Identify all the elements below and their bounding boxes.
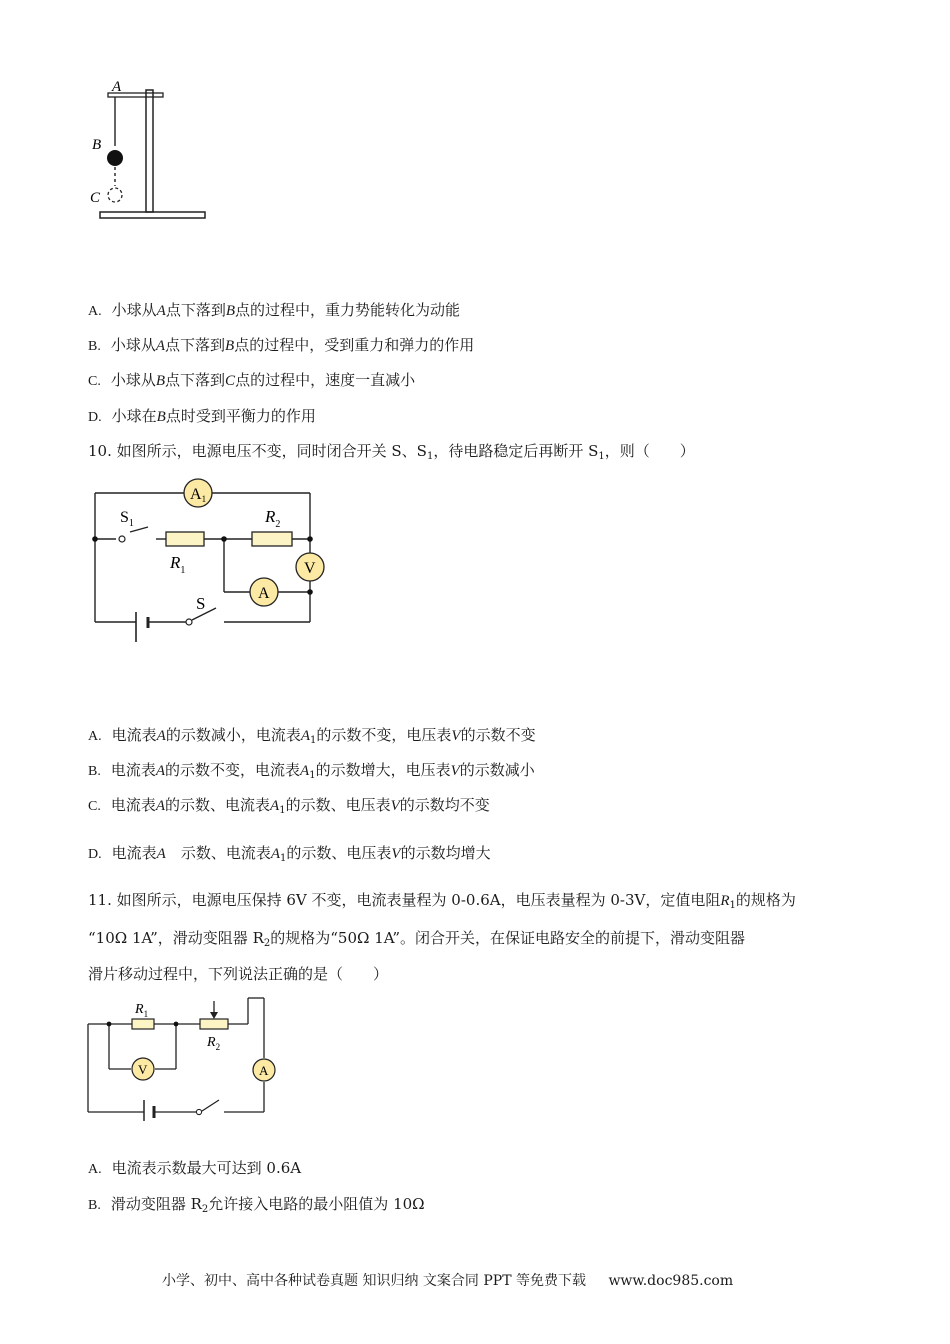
q11-stem-line2: “10Ω 1A”，滑动变阻器 $R_2$的规格为“50Ω 1A”。闭合开关，在保证电路安全的前提下，滑动变阻器 [88, 929, 746, 949]
q9-option-b: B. 小球从A点下落到B点的过程中，受到重力和弹力的作用 [88, 336, 475, 354]
footer-text: 小学、初中、高中各种试卷真题 知识归纳 文案合同 PPT 等免费下载 [162, 1273, 586, 1289]
label-s1: $S_1$ [120, 509, 134, 529]
pendulum-stand-figure [80, 72, 220, 232]
q9-option-a: A. 小球从A点下落到B点的过程中，重力势能转化为动能 [88, 301, 461, 319]
q11-option-b: B. 滑动变阻器 $R_2$允许接入电路的最小阻值为 10Ω [88, 1195, 425, 1215]
junction [307, 536, 313, 542]
switch-s1-pivot [119, 536, 125, 542]
footer-url[interactable]: www.doc985.com [608, 1273, 734, 1289]
label-s: S [196, 594, 206, 613]
stand-base [100, 212, 205, 218]
junction [92, 536, 98, 542]
q9-option-c: C. 小球从B点下落到C点的过程中，速度一直减小 [88, 371, 416, 389]
footer [162, 1270, 733, 1290]
label-a: A [259, 1063, 269, 1078]
slider-arrow-head [210, 1012, 218, 1019]
label-r1: $R_1$ [170, 553, 186, 576]
q11-stem-line1: 11. 如图所示，电源电压保持 6V 不变，电流表量程为 0-0.6A，电压表量程为 0-3V，定值电阻$R_1$的规格为 [88, 891, 796, 911]
label-r2: $R_2$ [207, 1035, 221, 1052]
label-c: C [90, 190, 101, 206]
junction [221, 536, 227, 542]
switch-pivot [196, 1109, 201, 1114]
q10-option-c: C. 电流表A的示数、电流表$A_1$的示数、电压表V的示数均不变 [88, 796, 490, 816]
label-v: V [304, 560, 316, 577]
stand-pole [146, 90, 153, 212]
resistor-r1 [132, 1019, 154, 1029]
q10-option-d: D. 电流表A 示数、电流表$A_1$的示数、电压表V的示数均增大 [88, 844, 491, 864]
ball-lowest-position [108, 188, 122, 202]
label-a1: A1 [190, 486, 207, 504]
switch-s-pivot [186, 619, 192, 625]
label-a: A [112, 79, 122, 95]
junction [174, 1022, 179, 1027]
junction [307, 589, 313, 595]
q11-stem-line3: 滑片移动过程中，下列说法正确的是（ ） [88, 965, 389, 983]
q10-option-b: B. 电流表A的示数不变，电流表$A_1$的示数增大，电压表V的示数减小 [88, 761, 535, 781]
q10-stem: 10. 如图所示，电源电压不变，同时闭合开关 S、$S_1$，待电路稳定后再断开 $S_1$，则（ ） [88, 442, 695, 462]
rheostat-r2 [200, 1019, 228, 1029]
label-r1: $R_1$ [135, 1002, 149, 1019]
ball [107, 150, 123, 166]
label-v: V [138, 1062, 148, 1077]
resistor-r2 [252, 532, 292, 546]
label-a: A [258, 585, 270, 602]
q11-circuit-diagram [82, 996, 282, 1121]
resistor-r1 [166, 532, 204, 546]
q9-option-d: D. 小球在B点时受到平衡力的作用 [88, 407, 316, 425]
junction [107, 1022, 112, 1027]
label-r2: $R_2$ [265, 507, 281, 530]
label-b: B [92, 137, 102, 153]
q11-option-a: A. 电流表示数最大可达到 0.6A [88, 1159, 302, 1177]
q10-circuit-diagram [86, 474, 336, 649]
q10-option-a: A. 电流表A的示数减小，电流表$A_1$的示数不变，电压表V的示数不变 [88, 726, 536, 746]
